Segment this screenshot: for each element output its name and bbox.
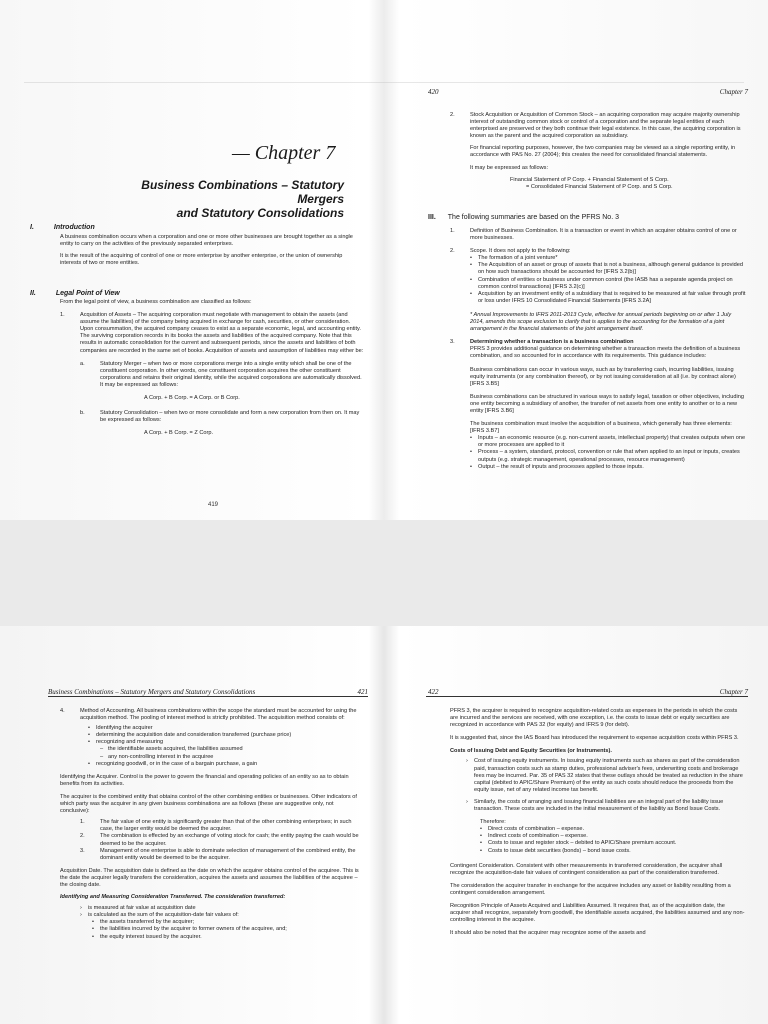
item-text: Statutory Consolidation – when two or more consolidate and form a new corporation from then on. It may be expressed as follows: — [100, 410, 360, 424]
list-item — [450, 339, 746, 360]
bullet-icon: • — [88, 725, 90, 732]
subheading: Identifying and Measuring Consideration Transferred. The consideration transferred: — [60, 894, 286, 901]
section-number: I. — [30, 224, 34, 231]
item-text: The combination is effected by an exchange of voting stock for cash; the entity paying the cash would be deemed to be the acquirer. — [100, 833, 359, 847]
paragraph: For financial reporting purposes, however, the two companies may be viewed as a single reporting entity, in accordance with PAS No. 27 (2004); this creates the need for consolidated financial statements. — [470, 145, 736, 159]
item-text: The Acquisition of an asset or group of assets that is not a business, although general guidance is provided on how such transactions should be accounted for [IFRS 3.2(b)] — [478, 262, 743, 276]
item-text: Combination of entities or business under common control (the IASB has a separate agenda project on common control transactions) [IFRS 3.2(c)] — [478, 276, 733, 290]
section-number: III. — [428, 214, 436, 221]
running-head: Business Combinations – Statutory Mergers and Statutory Consolidations — [48, 688, 256, 696]
item-text: the equity interest issued by the acquirer. — [100, 933, 202, 940]
paragraph: Therefore: — [480, 819, 506, 826]
costs-list — [466, 758, 746, 813]
list-item — [470, 449, 746, 463]
running-head: Chapter 7 — [719, 88, 748, 96]
list-item — [470, 255, 746, 262]
bullet-icon: • — [470, 463, 472, 470]
item-number: 2. — [450, 248, 455, 255]
bottom-spread — [0, 626, 768, 1024]
item-text: Similarly, the costs of arranging and issuing financial liabilities are an integral part of the liability issue transaction. These costs are included in the initial measurement of the liability as Bond Issue Costs. — [474, 798, 724, 813]
section-3-heading — [428, 214, 619, 221]
list-item — [88, 732, 364, 739]
arrow-icon: › — [466, 798, 468, 805]
item-body — [80, 708, 364, 768]
paragraph: Recognition Principle of Assets Acquired and Liabilities Assumed. It requires that, as of the acquisition date, the acquirer shall recognize, separately from goodwill, the identifiable assets acquired, the liabilities assumed and any non-controlling interest in the acquiree. — [450, 902, 745, 924]
formula: Financial Statement of P Corp. + Financial Statement of S Corp. — [510, 176, 669, 183]
bullet-icon: • — [480, 826, 482, 833]
item-text: any non-controlling interest in the acquiree — [108, 753, 214, 760]
item-number: 2. — [80, 833, 85, 840]
paragraph: Contingent Consideration. Consistent with other measurements in transferred consideration, the acquirer shall recognize the acquisition-date fair values of contingent consideration as part of the consideration transferred. — [450, 862, 723, 876]
scope-bullet-list — [470, 255, 746, 305]
chapter-heading: — Chapter 7 — [232, 142, 336, 164]
paragraph: It is the result of the acquiring of control of one or more enterprise by another enterprise, or the union of ownership interests of two or more entities. — [60, 253, 343, 267]
page-421 — [24, 626, 368, 1024]
page-420-body — [450, 112, 746, 191]
section-introduction-heading — [30, 224, 95, 231]
chapter-title-line-1: Business Combinations – Statutory Mergers — [141, 178, 344, 206]
item-text: the assets transferred by the acquirer; — [100, 919, 195, 926]
section-legal-heading — [30, 290, 120, 297]
item-text: Acquisition by an investment entity of a subsidiary that is required to be measured at fair value through profit or loss under IFRS 10 Consolidated Financial Statements [IFRS 3.2A] — [478, 290, 746, 304]
paragraph: The business combination must involve the acquisition of a business, which generally has three elements: [IFRS 3.B7] — [470, 421, 732, 435]
formula: = Consolidated Financial Statement of P Corp. and S Corp. — [526, 183, 673, 190]
item-text: PFRS 3 provides additional guidance on determining whether a transaction meets the definition of a business combination, and so accounted for in accordance with its requirements. This guidance includes: — [470, 346, 741, 360]
list-item — [80, 912, 364, 919]
item-number: 1. — [450, 228, 455, 234]
item-number: 3. — [80, 847, 85, 854]
list-item — [100, 754, 364, 761]
paragraph: Business combinations can occur in various ways, such as by transferring cash, incurring liabilities, issuing equity instruments (or any combination thereof), or by not issuing consideration at all (i.e. by contract alone) [IFRS 3.B5] — [470, 366, 736, 387]
item-text: Stock Acquisition or Acquisition of Common Stock – an acquiring corporation may acquire majority ownership interest of outstanding common stock or control of a corporation and the separate legal entities of each enterprised are preserved or they both continue their legal existence. In this case, the acquiring corporation is known as the parent and the acquired corporation as subsidiary. — [470, 112, 741, 140]
item-number: 2. — [450, 112, 455, 118]
list-item — [80, 833, 364, 847]
paragraph: It may be expressed as follows: — [470, 164, 549, 171]
measure-list — [80, 905, 364, 940]
dash-icon: – — [100, 753, 104, 760]
elements-list — [470, 435, 746, 470]
item-number: 1. — [60, 312, 65, 319]
bullet-icon: • — [88, 739, 90, 746]
list-item — [450, 228, 746, 242]
item-number: 1. — [80, 819, 85, 826]
paragraph: Business combinations can be structured in various ways to satisfy legal, taxation or other objectives, including one entity becoming a subsidiary of another, the transfer of net assets from one entity to another or to a new entity [IFRS 3.B6] — [470, 393, 744, 414]
item-text: Costs to issue debt securities (bonds) – bond issue costs. — [488, 847, 631, 854]
item-text: is measured at fair value at acquisition date — [88, 905, 196, 912]
section-number: II. — [30, 290, 36, 297]
page-421-body — [60, 708, 364, 941]
page-number: 419 — [208, 502, 219, 508]
item-text: Definition of Business Combination. It is a transaction or event in which an acquirer obtains control of one or more businesses. — [470, 228, 737, 242]
list-item — [470, 277, 746, 291]
item-text: Statutory Merger – when two or more corporations merge into a single entity which shall be one of the constituent corporation. In other words, one constituent corporation acquires the other constituent corporations and retains their original identity, while the acquired corporations are automatically dissolved. It may be expressed as follows: — [100, 360, 362, 388]
list-item — [480, 826, 746, 833]
running-head: Chapter 7 — [719, 688, 748, 696]
list-item — [466, 758, 746, 793]
list-item — [480, 840, 746, 847]
footnote: * Annual Improvements to IFRS 2011-2013 Cycle, effective for annual periods beginning on or after 1 July 2014, amends this scope exclusion to clarify that is applies to the accounting for the formation of a joint arrangement in the financial statements of the joint arrangement itself. — [470, 311, 732, 333]
list-item — [470, 435, 746, 449]
list-item — [80, 848, 364, 862]
arrow-icon: › — [466, 758, 468, 765]
list-item — [80, 410, 364, 424]
page-419 — [24, 0, 368, 520]
list-item — [470, 262, 746, 276]
bullet-icon: • — [92, 926, 94, 933]
bullet-icon: • — [470, 290, 472, 297]
list-item — [60, 312, 364, 355]
list-item — [88, 725, 364, 732]
bullet-icon: • — [92, 919, 94, 926]
paragraph: From the legal point of view, a business combination are classified as follows: — [60, 299, 252, 305]
item-text: Costs to issue and register stock – debited to APIC/Share premium account. — [488, 840, 677, 847]
item-text: Identifying the acquirer — [96, 725, 153, 732]
bullet-icon: • — [88, 760, 90, 767]
section-title: Legal Point of View — [55, 290, 120, 297]
list-item — [88, 761, 364, 768]
list-item — [92, 919, 364, 926]
page-422 — [402, 626, 748, 1024]
item-text: Indirect costs of combination – expense. — [488, 833, 588, 840]
header-rule — [426, 696, 748, 697]
list-item — [80, 905, 364, 912]
item-text: Method of Accounting. All business combinations within the scope the standard must be accounted for using the acquisition method. The pooling of interest method is strictly prohibited. The acquisition method consists of: — [80, 708, 357, 722]
arrow-icon: › — [80, 905, 82, 912]
bullet-icon: • — [480, 840, 482, 847]
section-3-body — [450, 228, 746, 471]
bullet-icon: • — [92, 933, 94, 940]
paragraph: It should also be noted that the acquirer may recognize some of the assets and — [450, 930, 646, 937]
item-text: Process – a system, standard, protocol, convention or rule that when applied to an input or inputs, creates outputs (e.g. strategic management, operational processes, resource management) — [478, 449, 740, 463]
paragraph: PFRS 3, the acquirer is required to recognize acquisition-related costs as expenses in the periods in which the costs are incurred and the services are received, with one exception, i.e. the costs to issue debt or equity securities are recognized in accordance with PAS 32 (for equity) and IFRS 9 (for debt). — [450, 708, 738, 729]
steps-list — [88, 725, 364, 768]
item-text: Inputs – an economic resource (e.g. non-current assets, intellectual property) that creates outputs when one or more processes are applied to it — [478, 435, 746, 449]
item-letter: a. — [80, 360, 85, 367]
list-item — [88, 739, 364, 746]
item-text: The formation of a joint venture* — [478, 255, 558, 262]
item-text: Scope. It does not apply to the following: — [470, 248, 571, 255]
bullet-icon: • — [470, 255, 472, 262]
item-number: 3. — [450, 339, 455, 346]
list-item — [80, 819, 364, 833]
item-text: Management of one enterprise is able to dominate selection of management of the combined entity, the dominant entity would be deemed to be the acquirer. — [100, 847, 356, 861]
page-number: 420 — [428, 88, 439, 96]
page-number: 421 — [357, 688, 368, 696]
chapter-title — [104, 178, 344, 220]
item-number: 4. — [60, 708, 65, 714]
formula: A Corp. + B Corp. = A Corp. or B Corp. — [144, 395, 240, 402]
paragraph: Identifying the Acquirer. Control is the power to govern the financial and operating policies of an entity so as to obtain benefits from its activities. — [60, 773, 349, 787]
list-item — [92, 926, 364, 933]
list-item — [470, 291, 746, 305]
bullet-icon: • — [480, 833, 482, 840]
item-text: recognizing goodwill, or in the case of a bargain purchase, a gain — [96, 760, 258, 767]
dash-icon: – — [100, 746, 104, 753]
page-number: 422 — [428, 688, 439, 696]
paragraph: Acquisition Date. The acquisition date is defined as the date on which the acquirer obtains control of the acquiree. This is the date the acquirer legally transfers the consideration, acquires the assets and assumes the liabilities of the acquiree – the closing date. — [60, 867, 359, 888]
list-item — [450, 112, 746, 140]
item-text: The fair value of one entity is significantly greater than that of the other combining enterprises; in such case, the larger entity would be deemed the acquirer. — [100, 819, 352, 833]
therefore-list — [480, 826, 746, 854]
measure-sub-list — [92, 919, 364, 940]
page-420 — [402, 0, 748, 520]
list-item — [450, 248, 746, 255]
item-text: Acquisition of Assets – The acquiring corporation must negotiate with management to obtain the assets (and assume the liabilities) of the company being acquired in exchange for cash, securities, or other consideration. Upon consummation, the acquired company ceases to exist as a separate economic, legal, and accounting entity. The surviving corporation records in its books the assets and liabilities of the acquired company. Note that this results in automatic consolidation for the current and subsequent periods, since the assets and liabilities of both companies are recorded in the same set of books. Acquisition of assets and assumption of liabilities may either be: — [80, 312, 364, 354]
arrow-icon: › — [80, 912, 82, 919]
section-title: The following summaries are based on the PFRS No. 3 — [447, 214, 619, 221]
formula: A Corp. + B Corp. = Z Corp. — [144, 430, 214, 437]
introduction-body — [60, 234, 364, 267]
bullet-icon: • — [470, 262, 472, 269]
paragraph: The consideration the acquirer transfer in exchange for the acquiree includes any asset or liability resulting from a contingent consideration arrangement. — [450, 882, 731, 896]
list-item — [466, 799, 746, 813]
item-text: recognizing and measuring — [96, 739, 164, 746]
legal-body — [60, 299, 364, 437]
bullet-icon: • — [470, 449, 472, 456]
bullet-icon: • — [480, 847, 482, 854]
bullet-icon: • — [88, 732, 90, 739]
list-item — [480, 848, 746, 855]
spread-gap — [0, 520, 768, 626]
subheading: Costs of Issuing Debt and Equity Securities (or Instruments). — [450, 748, 612, 755]
item-text: is calculated as the sum of the acquisition-date fair values of: — [88, 912, 239, 919]
paragraph: The acquirer is the combined entity that obtains control of the other combining entities or businesses. Other indicators of which party was the acquirer in any given business combinations are as follows (these are suggestive only, not conclusive): — [60, 793, 357, 815]
item-text: the identifiable assets acquired, the liabilities assumed — [108, 746, 243, 753]
item-text: Direct costs of combination – expense. — [488, 826, 585, 833]
header-rule — [48, 696, 368, 697]
item-text: determining the acquisition date and consideration transferred (purchase price) — [96, 732, 292, 739]
item-letter: b. — [80, 410, 85, 417]
list-item — [80, 361, 364, 389]
item-text: Output – the result of inputs and processes applied to those inputs. — [478, 463, 644, 470]
page-422-body — [450, 708, 746, 937]
list-item — [60, 708, 364, 768]
chapter-title-line-2: and Statutory Consolidations — [176, 206, 344, 220]
item-title: Determining whether a transaction is a business combination — [470, 339, 634, 346]
section-title: Introduction — [53, 224, 95, 231]
list-item — [100, 746, 364, 753]
item-text: the liabilities incurred by the acquirer to former owners of the acquiree, and; — [100, 926, 287, 933]
list-item — [480, 833, 746, 840]
bullet-icon: • — [470, 435, 472, 442]
item-text: Cost of issuing equity instruments. In issuing equity instruments such as shares as part of the consideration paid, transaction costs such as stamp duties, professional adviser's fees, underwriting costs and brokerage fees may be incurred. Par. 35 of PAS 32 states that these outlays should be treated as reduction in the share capital (debited to APIC/Share Premium) of the entity as such costs should reduce the proceeds from the equity issue, net of any related income tax benefit. — [474, 758, 743, 793]
list-item — [92, 934, 364, 941]
indicators-list — [80, 819, 364, 862]
sub-steps-list — [100, 746, 364, 760]
bullet-icon: • — [470, 276, 472, 283]
item-body — [470, 339, 746, 360]
paragraph: It is suggested that, since the IAS Board has introduced the requirement to expense acquisition costs within PFRS 3. — [450, 735, 739, 742]
list-item — [470, 464, 746, 471]
paragraph: A business combination occurs when a corporation and one or more other businesses are brought together as a single entity to carry on the activities of the previously separated enterprises. — [60, 234, 353, 248]
